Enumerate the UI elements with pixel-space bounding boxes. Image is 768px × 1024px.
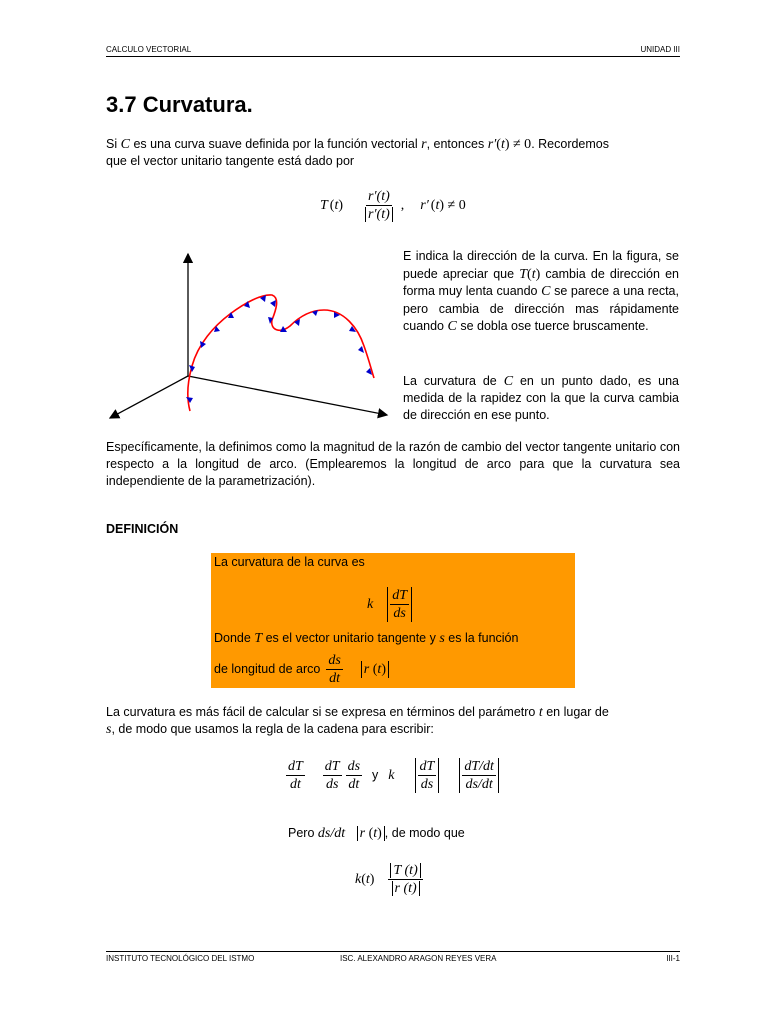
footer-center: ISC. ALEXANDRO ARAGON REYES VERA: [340, 954, 497, 963]
intro-line1: Si C es una curva suave definida por la función vectorial r, entonces r′(t) ≠ 0. Recordemos: [106, 137, 609, 152]
paragraph-chain-rule: La curvatura es más fácil de calcular si se expresa en términos del parámetro t en lugar de s, de modo que usamos la regla de la cadena para escribir:: [106, 705, 609, 737]
figure-description-2: La curvatura de C en un punto dado, es una medida de la rapidez con la que la curva cambia de dirección en ese punto.: [403, 374, 679, 422]
section-title: 3.7 Curvatura.: [106, 92, 253, 117]
definition-line1: La curvatura de la curva es: [214, 555, 365, 569]
math-C: C: [120, 137, 130, 152]
curvature-formula: k $\frac{dT}{ds}$: [367, 587, 412, 622]
intro-line2: que el vector unitario tangente está dado por: [106, 154, 355, 168]
paragraph-specifically: Específicamente, la definimos como la magnitud de la razón de cambio del vector tangente unitario con respecto a la longitud de arco. (Emplearemos la longitud de arco para que la curvatura sea independiente de la parametrización).: [106, 440, 680, 488]
definition-heading: DEFINICIÓN: [106, 522, 179, 536]
math-rprime-neq-zero: r′: [487, 137, 497, 152]
footer-rule: [106, 951, 680, 952]
header-right: UNIDAD III: [640, 45, 680, 54]
footer-right: III-1: [666, 954, 680, 963]
definition-box: [211, 553, 575, 688]
figure-description-1: E indica la dirección de la curva. En la figura, se puede apreciar que T(t) cambia de dirección en forma muy lenta cuando C se parece a una recta, pero cambia de dirección mas rápidamente cuando C se dobla ose tuerce bruscamente.: [403, 249, 679, 334]
equation-tangent: T (t) $\frac{r'(t)}{r'(t)}$ , r′ (t) ≠ 0: [320, 189, 466, 222]
definition-line4: de longitud de arco $\frac{ds}{dt}$ r (t): [214, 652, 389, 687]
tangent-arrows: [186, 295, 372, 403]
equation-curvature-t: k (t) $\frac{T (t)}{r (t)}$: [355, 862, 423, 897]
x-axis: [110, 376, 188, 418]
definition-line3: Donde T es el vector unitario tangente y s es la función: [214, 631, 519, 646]
math-r: r: [421, 137, 427, 152]
header-rule: [106, 56, 680, 57]
y-axis: [188, 376, 387, 415]
pero-line: Pero ds/dt r (t) , de modo que: [288, 826, 465, 841]
header-left: CALCULO VECTORIAL: [106, 45, 192, 54]
footer-left: INSTITUTO TECNOLÓGICO DEL ISTMO: [106, 954, 255, 963]
equation-chain-rule: $\frac{dT}{dt}$ $\frac{dT}{ds}$ $\frac{ds}{dt}$ y k $\frac{dT}{ds}$ $\frac{dT/dt}{ds/dt}$: [286, 758, 499, 793]
curve-figure: [104, 248, 394, 420]
